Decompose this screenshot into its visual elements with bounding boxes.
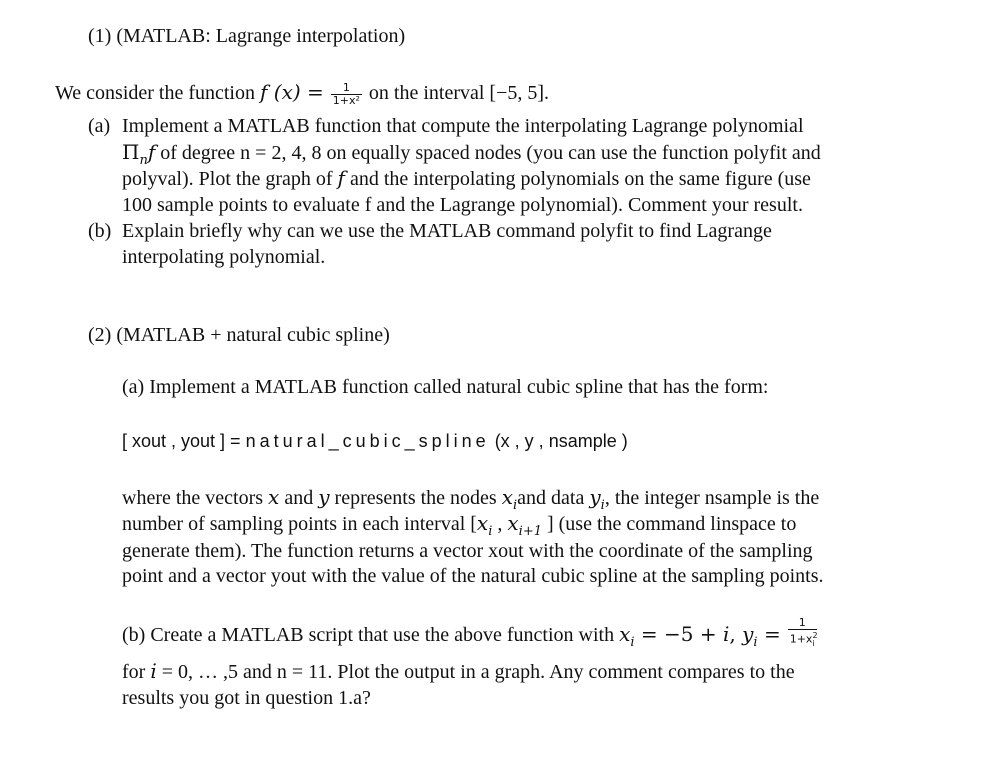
xi-symbol: x — [619, 622, 631, 646]
f-symbol: f — [337, 166, 345, 190]
w2-b: ] (use the command linspace to — [541, 513, 797, 535]
w2-comma: , — [492, 513, 508, 535]
q2-where-line4: point and a vector yout with the value of the natural cubic spline at the sampling points. — [122, 565, 824, 587]
xi1-symbol: x — [507, 511, 519, 535]
yi-subscript: i — [753, 635, 758, 650]
q1-a-line2-rest: of degree n = 2, 4, 8 on equally spaced nodes (you can use the function polyfit and — [160, 142, 821, 164]
xi-subscript: i — [630, 635, 635, 650]
q2-title: (2) (MATLAB + natural cubic spline) — [88, 324, 390, 346]
fraction-denominator: 1+x² — [332, 93, 360, 107]
yi-symbol: y — [742, 622, 754, 646]
w1-e: , the integer nsample is the — [604, 487, 820, 509]
c-b: = 0, … ,5 and n = 11. Plot the output in a graph. Any comment compares to the — [156, 661, 795, 683]
q1-intro-fraction — [331, 82, 362, 107]
q1-a-label: (a) — [88, 115, 111, 137]
den-base: 1+x — [789, 632, 813, 646]
x-symbol: x — [268, 485, 280, 509]
xi1-subscript: i+1 — [518, 524, 542, 539]
i-symbol: i — [150, 659, 157, 683]
xi-symbol: x — [501, 485, 513, 509]
b-eq: = −5 + — [634, 622, 723, 646]
q1-b-line2: interpolating polynomial. — [122, 246, 326, 268]
fraction-numerator: 1 — [331, 82, 362, 95]
pi-symbol: Π — [122, 140, 140, 164]
c-a: for — [122, 661, 146, 683]
b-a: (b) Create a MATLAB script that use the above function with — [122, 624, 615, 646]
q1-intro-suffix: on the interval [−5, 5]. — [368, 82, 550, 104]
xi-subscript: i — [512, 498, 518, 513]
q1-a-line3-b: and the interpolating polynomials on the same figure (use — [349, 168, 811, 190]
q1-intro-fx: f (x) = — [260, 80, 324, 104]
b-eq2: = — [757, 622, 781, 646]
q2-signature — [122, 429, 628, 453]
fraction-numerator: 1 — [788, 617, 817, 630]
q1-a-line4: 100 sample points to evaluate f and the Lagrange polynomial). Comment your result. — [122, 194, 803, 216]
q1-title: (1) (MATLAB: Lagrange interpolation) — [88, 25, 406, 47]
xi-subscript: i — [488, 524, 493, 539]
q1-a-line3-a: polyval). Plot the graph of — [122, 168, 333, 190]
den-sub: i — [812, 638, 815, 648]
yi-subscript: i — [600, 498, 605, 513]
q2-b-line3: results you got in question 1.a? — [122, 687, 371, 709]
w2-a: number of sampling points in each interval [ — [122, 513, 477, 535]
q2-a-text: (a) Implement a MATLAB function called natural cubic spline that has the form: — [122, 376, 769, 398]
i-symbol: i — [722, 622, 730, 646]
xi-symbol: x — [476, 511, 489, 535]
signature-args: (x , y , nsample ) — [489, 431, 628, 451]
signature-output: [ xout , yout ] = — [122, 431, 246, 451]
signature-function-name: natural_cubic_spline — [245, 431, 490, 451]
b-comma: , — [729, 622, 743, 646]
f-symbol: f — [147, 140, 156, 164]
y-symbol: y — [318, 485, 330, 509]
yi-symbol: y — [589, 485, 601, 509]
q1-intro — [55, 80, 549, 107]
q1-a-line3 — [122, 166, 811, 191]
w1-b: and — [284, 487, 314, 509]
w1-c: represents the nodes — [334, 487, 497, 509]
q1-a-line1: Implement a MATLAB function that compute the interpolating Lagrange polynomial — [122, 115, 804, 137]
pi-subscript: n — [139, 153, 148, 168]
q1-b-line1: Explain briefly why can we use the MATLAB command polyfit to find Lagrange — [122, 220, 772, 242]
w1-a: where the vectors — [122, 487, 264, 509]
q2-b-line1 — [122, 615, 819, 655]
q2-b-line2 — [122, 659, 795, 684]
yi-fraction — [788, 617, 817, 650]
q2-where-line3: generate them). The function returns a vector xout with the coordinate of the sampling — [122, 540, 813, 562]
w1-d: and data — [517, 487, 585, 509]
den-sup: 2 — [812, 630, 818, 640]
q1-b-label: (b) — [88, 220, 112, 242]
fraction-denominator — [788, 630, 817, 650]
q1-intro-prefix: We consider the function — [55, 82, 255, 104]
